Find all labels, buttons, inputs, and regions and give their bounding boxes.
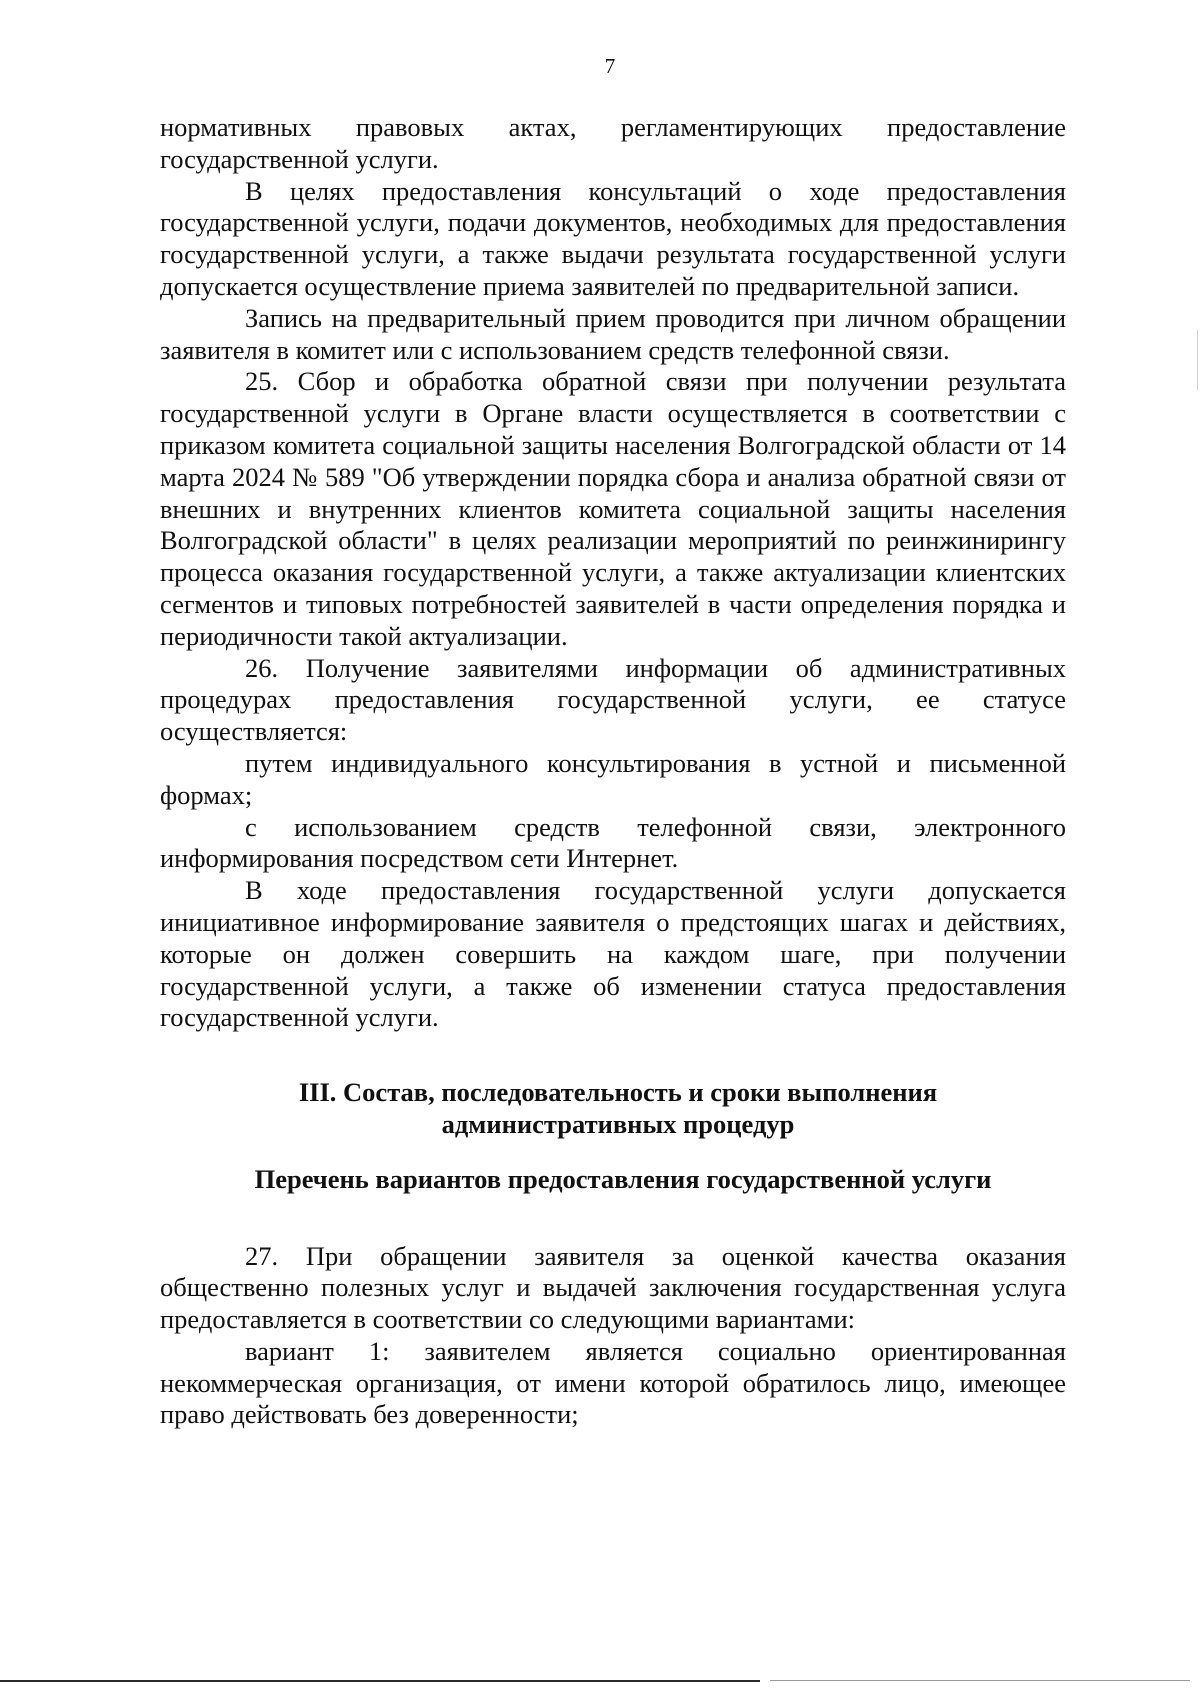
paragraph-preliminary-booking: Запись на предварительный прием проводится при личном обращении заявителя в комитет или с использованием средств телефонной связи. xyxy=(160,302,1066,365)
subheading: Перечень вариантов предоставления государственной услуги xyxy=(254,1163,992,1194)
paragraph-individual-consulting: путем индивидуального консультирования в устной и письменной формах; xyxy=(160,747,1066,810)
paragraph-continuation: нормативных правовых актах, регламентирующих предоставление государственной услуги. xyxy=(160,112,1066,174)
paragraph-telephone-internet: с использованием средств телефонной связи, электронного информирования посредством сети Интернет. xyxy=(160,811,1066,874)
paragraph-item-26: 26. Получение заявителями информации об административных процедурах предоставления государственной услуги, ее статусе осуществляется: xyxy=(160,652,1066,747)
paragraph-initiative-informing: В ходе предоставления государственной услуги допускается инициативное информирование заявителя о предстоящих шагах и действиях, которые он должен совершить на каждом шаге, при получении государственной услуги, а также об изменении статуса предоставления государственной услуги. xyxy=(160,875,1066,1033)
scan-bottom-line-faint xyxy=(770,1680,1190,1681)
paragraph-item-27: 27. При обращении заявителя за оценкой качества оказания общественно полезных услуг и выдачей заключения государственная услуга предоставляется в соответствии со следующими вариантами: xyxy=(160,1240,1066,1335)
section-heading-line-1: III. Состав, последовательность и сроки выполнения xyxy=(298,1077,938,1108)
paragraph-consultation-appointment: В целях предоставления консультаций о ходе предоставления государственной услуги, подачи документов, необходимых для предоставления государственной услуги, а также выдачи результата государственной услуги допускается осуществление приема заявителей по предварительной записи. xyxy=(160,175,1066,301)
section-heading-line-2: административных процедур xyxy=(441,1108,795,1139)
document-body xyxy=(160,112,1066,1431)
paragraph-item-25: 25. Сбор и обработка обратной связи при получении результата государственной услуги в Органе власти осуществляется в соответствии с приказом комитета социальной защиты населения Волгоградской области от 14 марта 2024 № 589 "Об утверждении порядка сбора и анализа обратной связи от внешних и внутренних клиентов комитета социальной защиты населения Волгоградской области" в целях реализации мероприятий по реинжинирингу процесса оказания государственной услуги, а также актуализации клиентских сегментов и типовых потребностей заявителей в части определения порядка и периодичности такой актуализации. xyxy=(160,366,1066,651)
scan-bottom-line xyxy=(0,1680,760,1682)
section-heading xyxy=(160,1077,1066,1141)
page-number: 7 xyxy=(604,54,616,78)
paragraph-variant-1: вариант 1: заявителем является социально ориентированная некоммерческая организация, от имени которой обратилось лицо, имеющее право действовать без доверенности; xyxy=(160,1335,1066,1430)
scan-edge-mark xyxy=(1197,330,1198,390)
